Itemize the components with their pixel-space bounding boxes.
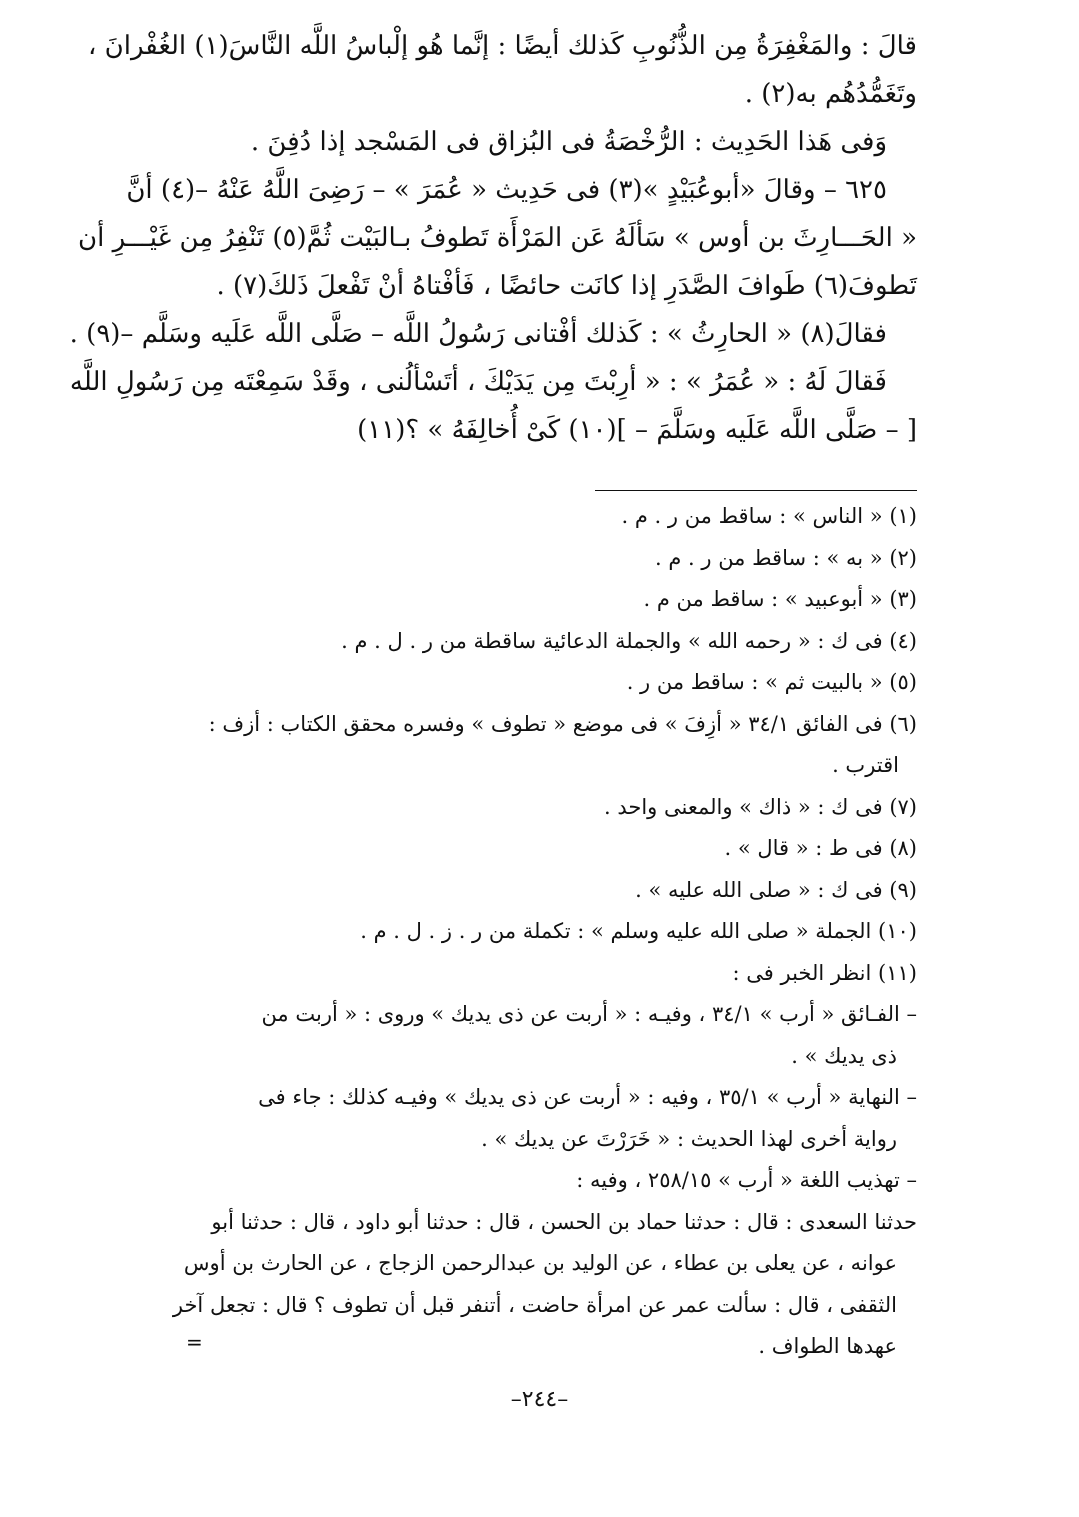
footnote-source: – النهاية « أرب » ٣٥/١ ، وفيه : « أربت عن ذى يديك » وفيـه كذلك : جاء فى <box>258 1085 917 1109</box>
footnote: (٨) فى ط : « قال » . <box>724 836 917 860</box>
text-line: [ – صَلَّى اللَّه عَلَيه وسَلَّمَ – ](١٠) كَىْ أُخالِفَهُ » ؟(١١) <box>357 415 917 445</box>
footnote: (١) « الناس » : ساقط من ر . م . <box>621 504 917 528</box>
footnote: (٤) فى ك : « رحمه الله » والجملة الدعائية ساقطة من ر . ل . م . <box>341 628 917 653</box>
text-line: وَفى هَذا الحَدِيث : الرُّخْصَةُ فى البُزاق فى المَسْجد إذا دُفِنَ . <box>250 127 887 157</box>
continuation-mark: = <box>186 1330 203 1354</box>
footnote-continuation: رواية أخرى لهذا الحديث : « خَرَرْتَ عن يديك » . <box>481 1126 897 1151</box>
text-line: ٦٢٥ – وقالَ «أبوعُبَيْدٍ »(٣) فى حَدِيث « عُمَرَ » – رَضِىَ اللَّهُ عَنْهُ –(٤) أنَّ <box>126 175 887 205</box>
footnote: (٥) « بالبيت ثم » : ساقط من ر . <box>626 670 917 694</box>
text-line: قالَ : والمَغْفِرَةُ مِن الذُّنُوبِ كَذلك أيضًا : إنَّما هُو إلْباسُ اللَّه النَّاسَ(١) الغُفْرانَ ، <box>87 31 917 61</box>
footnote-continuation: عوانه ، عن يعلى بن عطاء ، عن الوليد بن عبدالرحمن الزجاج ، عن الحارث بن أوس <box>183 1251 897 1275</box>
text-line: وتَغَمُّدُهُم به(٢) . <box>744 79 917 109</box>
text-line: « الحَـــارِثَ بن أوس » سَألَهُ عَن المَرْأَة تَطوفُ بـالبَيْت ثُمَّ(٥) تَنْفِرُ مِن غَيْـــرِ أن <box>78 223 917 253</box>
page-number: –٢٤٤– <box>510 1387 569 1412</box>
footnotes <box>172 496 917 1368</box>
footnote: (٣) « أبوعبيد » : ساقط من م . <box>643 587 917 611</box>
footnote: (٧) فى ك : « ذاك » والمعنى واحد . <box>603 794 917 819</box>
text-line: تَطوفَ(٦) طَوافَ الصَّدَرِ إذا كانَت حائضًا ، فَأفْتاهُ أنْ تَفْعلَ ذَلكَ(٧) . <box>216 271 917 301</box>
footnote: (١٠) الجملة « صلى الله عليه وسلم » : تكملة من ر . ز . ل . م . <box>360 919 917 943</box>
footnote: (١١) انظر الخبر فى : <box>732 960 917 985</box>
footnote-separator <box>595 490 917 491</box>
text-line: فَقالَ لَهُ : « عُمَرُ » : « أرِبْتَ مِن يَدَيْكَ ، أتَسْألُنى ، وقَدْ سَمِعْتَه مِن رَسُولِ اللَّه <box>69 367 887 397</box>
footnote-continuation: عهدها الطواف . <box>758 1334 897 1358</box>
footnote-source: – الفـائق « أرب » ٣٤/١ ، وفيـه : « أربت عن ذى يديك » وروى : « أربت من <box>261 1002 917 1026</box>
footnote-continuation: اقترب . <box>832 753 899 777</box>
footnote: (٢) « به » : ساقط من ر . م . <box>655 545 917 570</box>
main-text <box>69 22 917 454</box>
footnote-continuation: ذى يديك » . <box>791 1043 897 1068</box>
text-line: فقالَ(٨) « الحارِثُ » : كَذلك أفْتانى رَسُولُ اللَّه – صَلَّى اللَّه عَلَيه وسَلَّم –(٩) . <box>69 319 887 349</box>
footnote: (٦) فى الفائق ٣٤/١ « أزِفَ » فى موضع « تطوف » وفسره محقق الكتاب : أزف : <box>208 711 917 736</box>
footnote-continuation: الثقفى ، قال : سألت عمر عن امرأة حاضت ، أتنفر قبل أن تطوف ؟ قال : تجعل آخر <box>172 1292 897 1317</box>
footnote: (٩) فى ك : « صلى الله عليه » . <box>635 877 917 902</box>
footnote-source: – تهذيب اللغة « أرب » ٢٥٨/١٥ ، وفيه : <box>576 1168 917 1192</box>
footnote-quote: حدثنا السعدى : قال : حدثنا حماد بن الحسن ، قال : حدثنا أبو داود ، قال : حدثنا أبو <box>211 1209 917 1234</box>
